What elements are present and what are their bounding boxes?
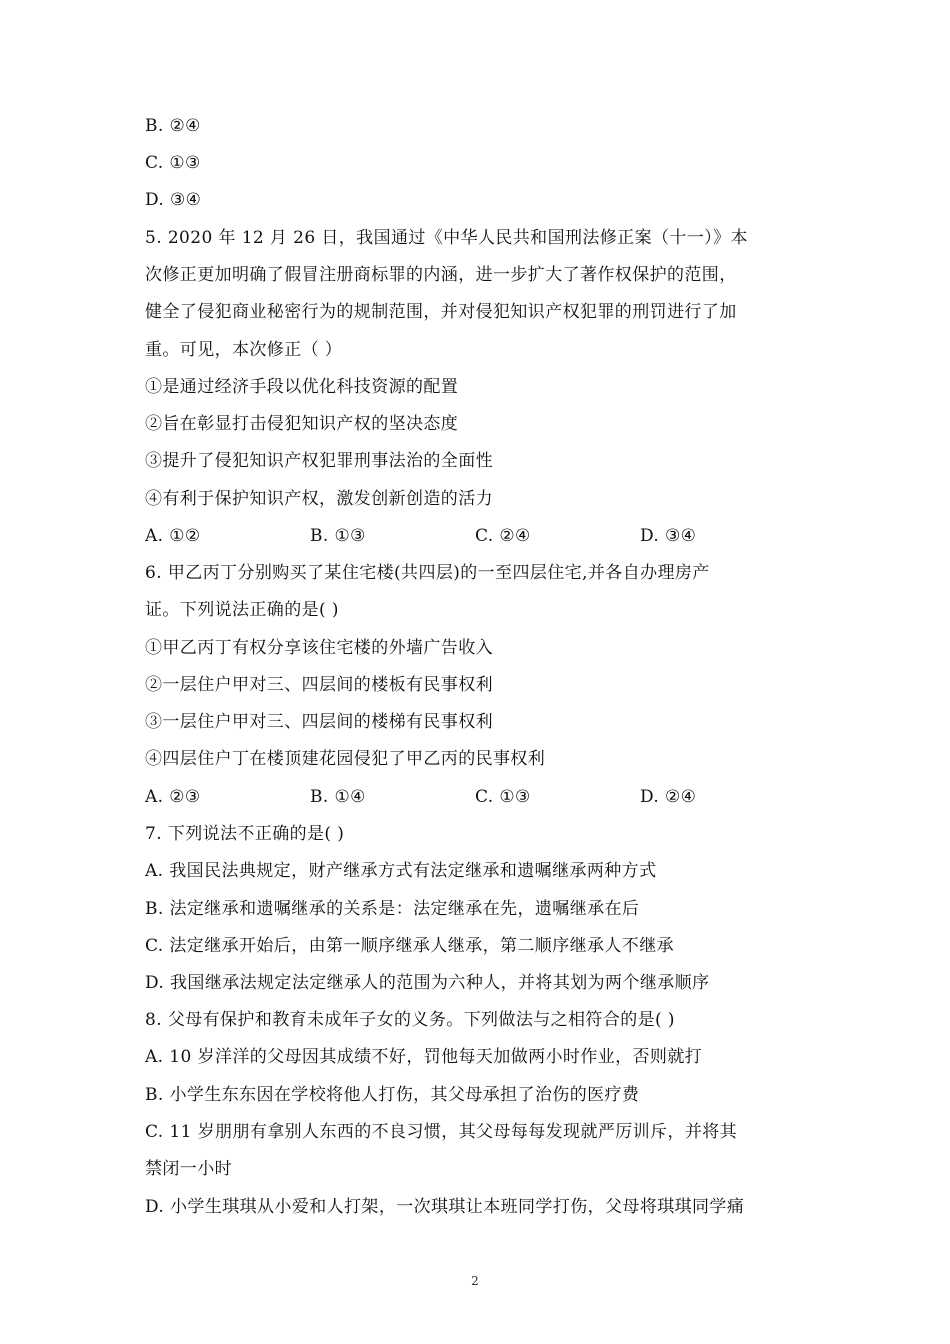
q8-stem: 8. 父母有保护和教育未成年子女的义务。下列做法与之相符合的是( ) (145, 1010, 675, 1030)
q6-option-b: B. ①④ (310, 787, 366, 807)
q5-stem-line-4: 重。可见，本次修正（ ） (145, 340, 343, 360)
q5-stem-line-1: 5. 2020 年 12 月 26 日，我国通过《中华人民共和国刑法修正案（十一）》本 (145, 228, 748, 248)
q6-option-a: A. ②③ (145, 787, 201, 807)
q8-option-b: B. 小学生东东因在学校将他人打伤，其父母承担了治伤的医疗费 (145, 1085, 640, 1105)
q4-option-c: C. ①③ (145, 153, 201, 173)
q6-item-2: ②一层住户甲对三、四层间的楼板有民事权利 (145, 675, 493, 695)
q8-option-c-line-2: 禁闭一小时 (145, 1159, 232, 1179)
q5-stem-line-2: 次修正更加明确了假冒注册商标罪的内涵，进一步扩大了著作权保护的范围， (145, 265, 737, 285)
q8-option-c-line-1: C. 11 岁朋朋有拿别人东西的不良习惯，其父母每每发现就严厉训斥，并将其 (145, 1122, 738, 1142)
q5-option-c: C. ②④ (475, 526, 531, 546)
q5-option-d: D. ③④ (640, 526, 697, 546)
q5-item-3: ③提升了侵犯知识产权犯罪刑事法治的全面性 (145, 451, 493, 471)
page-number: 2 (471, 1274, 479, 1288)
q7-option-b: B. 法定继承和遗嘱继承的关系是：法定继承在先，遗嘱继承在后 (145, 899, 640, 919)
q5-item-4: ④有利于保护知识产权，激发创新创造的活力 (145, 489, 493, 509)
q6-item-1: ①甲乙丙丁有权分享该住宅楼的外墙广告收入 (145, 638, 493, 658)
q5-stem-line-3: 健全了侵犯商业秘密行为的规制范围，并对侵犯知识产权犯罪的刑罚进行了加 (145, 302, 737, 322)
q5-item-1: ①是通过经济手段以优化科技资源的配置 (145, 377, 459, 397)
q6-option-d: D. ②④ (640, 787, 697, 807)
q5-item-2: ②旨在彰显打击侵犯知识产权的坚决态度 (145, 414, 459, 434)
q6-item-4: ④四层住户丁在楼顶建花园侵犯了甲乙丙的民事权利 (145, 749, 546, 769)
q7-option-d: D. 我国继承法规定法定继承人的范围为六种人，并将其划为两个继承顺序 (145, 973, 710, 993)
q7-option-a: A. 我国民法典规定，财产继承方式有法定继承和遗嘱继承两种方式 (145, 861, 657, 881)
q8-option-d: D. 小学生琪琪从小爱和人打架，一次琪琪让本班同学打伤，父母将琪琪同学痛 (145, 1197, 745, 1217)
q7-option-c: C. 法定继承开始后，由第一顺序继承人继承，第二顺序继承人不继承 (145, 936, 675, 956)
q5-option-b: B. ①③ (310, 526, 366, 546)
q6-option-c: C. ①③ (475, 787, 531, 807)
q6-item-3: ③一层住户甲对三、四层间的楼梯有民事权利 (145, 712, 493, 732)
q4-option-d: D. ③④ (145, 190, 202, 210)
q6-stem-line-1: 6. 甲乙丙丁分别购买了某住宅楼(共四层)的一至四层住宅,并各自办理房产 (145, 563, 710, 583)
q5-option-a: A. ①② (145, 526, 201, 546)
q6-stem-line-2: 证。下列说法正确的是( ) (145, 600, 339, 620)
q7-stem: 7. 下列说法不正确的是( ) (145, 824, 345, 844)
q8-option-a: A. 10 岁洋洋的父母因其成绩不好，罚他每天加做两小时作业，否则就打 (145, 1047, 703, 1067)
q4-option-b: B. ②④ (145, 116, 201, 136)
